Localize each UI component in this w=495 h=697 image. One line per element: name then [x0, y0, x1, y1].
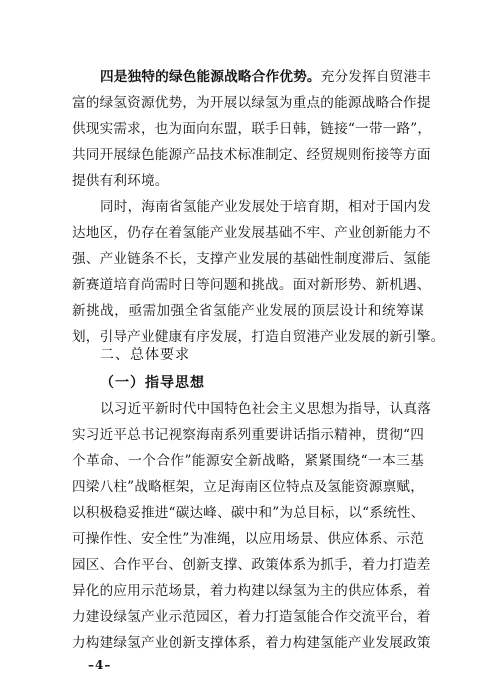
paragraph-1-line-3: 供现实需求，也为面向东盟，联手日韩，链接“一带一路”，: [72, 121, 432, 137]
paragraph-2-line-4: 新赛道培育尚需时日等问题和挑战。面对新形势、新机遇、: [72, 277, 431, 293]
paragraph-1-line-1: [100, 64, 432, 90]
paragraph-2-line-3: 强、产业链条不长，支撑产业发展的基础性制度滞后、氢能: [72, 251, 431, 267]
paragraph-3-line-3: 个革命、一个合作”能源安全新战略，紧紧围绕“一本三基: [72, 453, 424, 469]
paragraph-3-line-6: 可操作性、安全性”为准绳，以应用场景、供应体系、示范: [72, 531, 424, 547]
paragraph-1-line-2: 富的绿氢资源优势，为开展以绿氢为重点的能源战略合作提: [72, 95, 431, 111]
paragraph-3-line-1: 以习近平新时代中国特色社会主义思想为指导，认真落: [100, 401, 432, 417]
paragraph-3-line-7: 园区、合作平台、创新支撑、政策体系为抓手，着力打造差: [72, 557, 431, 573]
paragraph-2-line-2: 达地区，仍存在着氢能产业发展基础不牢、产业创新能力不: [72, 225, 431, 241]
paragraph-1-line-4: 共同开展绿色能源产品技术标准制定、经贸规则衔接等方面: [72, 147, 431, 163]
paragraph-3-line-9: 力建设绿氢产业示范园区，着力打造氢能合作交流平台，着: [72, 609, 431, 625]
subsection-heading: （一）指导思想: [100, 375, 205, 391]
paragraph-3-line-2: 实习近平总书记视察海南系列重要讲话指示精神，贯彻“四: [72, 427, 424, 443]
page-number: –4–: [88, 658, 112, 672]
paragraph-2-line-6: 划，引导产业健康有序发展，打造自贸港产业发展的新引擎。: [72, 329, 445, 345]
paragraph-3-line-8: 异化的应用示范场景，着力构建以绿氢为主的供应体系，着: [72, 583, 431, 599]
paragraph-2-line-5: 新挑战，亟需加强全省氢能产业发展的顶层设计和统筹谋: [72, 303, 424, 319]
paragraph-2-line-1: 同时，海南省氢能产业发展处于培育期，相对于国内发: [100, 199, 432, 215]
paragraph-3-line-4: 四梁八柱”战略框架，立足海南区位特点及氢能资源禀赋，: [72, 479, 424, 495]
paragraph-1-line-1-rest: 充分发挥自贸港丰: [320, 69, 432, 85]
paragraph-3-line-5: 以积极稳妥推进“碳达峰、碳中和”为总目标，以“系统性、: [72, 505, 425, 521]
section-heading: 二、总体要求: [100, 347, 190, 363]
paragraph-1-line-5: 提供有利环境。: [72, 173, 169, 189]
paragraph-1-bold-lead: 四是独特的绿色能源战略合作优势。: [100, 69, 321, 85]
paragraph-3-line-10: 力构建绿氢产业创新支撑体系，着力构建氢能产业发展政策: [72, 635, 431, 651]
